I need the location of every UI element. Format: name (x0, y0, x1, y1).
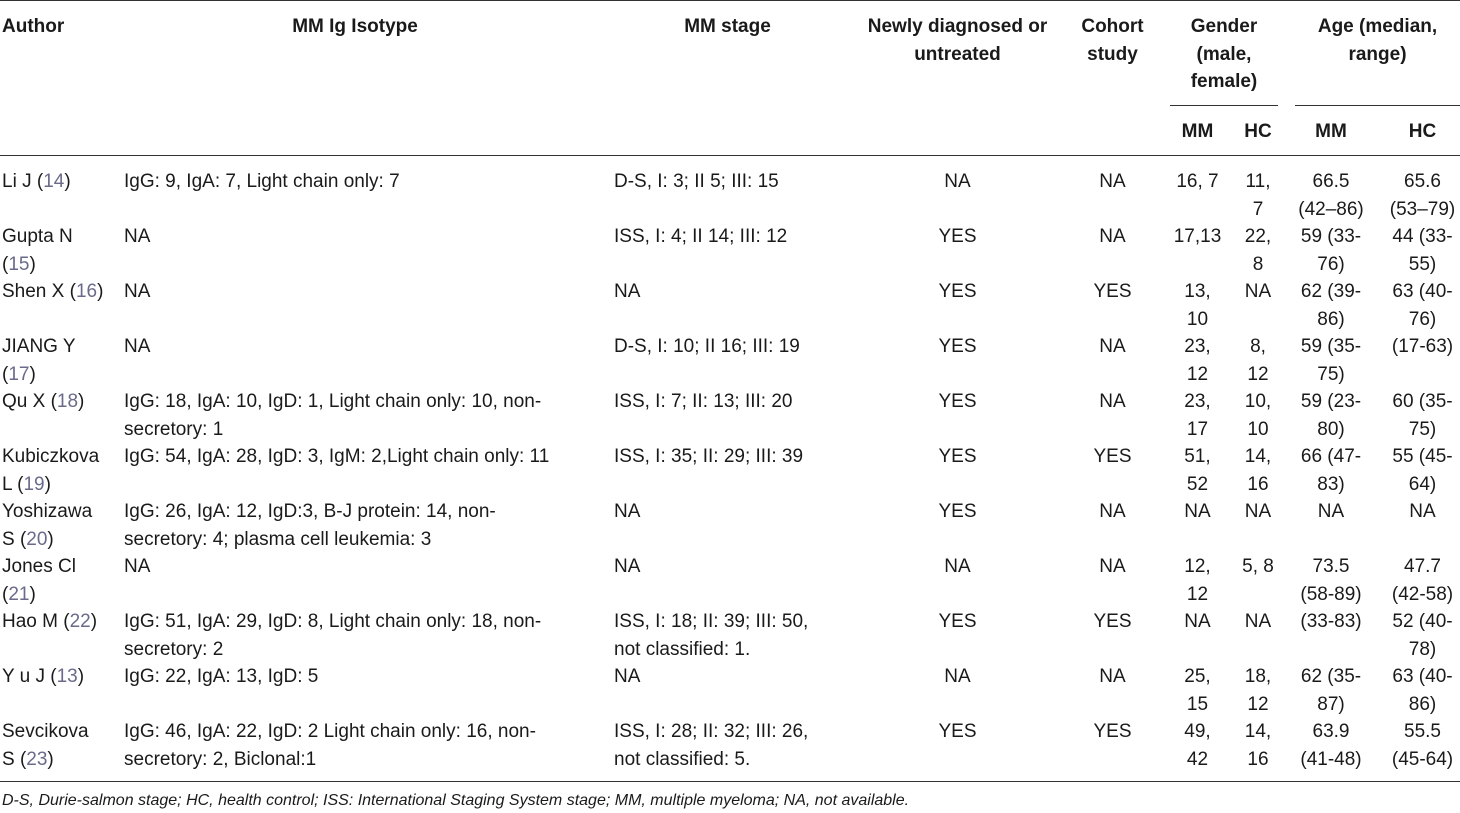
cell-isotype: NA (124, 281, 151, 302)
cell-age-hc: 63 (40- 86) (1392, 666, 1453, 715)
cell-newly-diagnosed: YES (938, 611, 977, 632)
header-gender: Gender (male, female) (1190, 16, 1258, 92)
cell-stage: ISS, I: 4; II 14; III: 12 (614, 226, 788, 247)
cell-stage: ISS, I: 35; II: 29; III: 39 (614, 446, 804, 467)
cell-isotype: IgG: 51, IgA: 29, IgD: 8, Light chain only: 18, non- secretory: 2 (124, 611, 542, 660)
cell-isotype: IgG: 54, IgA: 28, IgD: 3, IgM: 2,Light chain only: 11 (124, 446, 550, 467)
cell-stage: NA (614, 281, 641, 302)
cell-author: Gupta N (15) (2, 226, 73, 275)
cell-age-mm: 59 (23- 80) (1300, 391, 1362, 440)
cell-stage: D-S, I: 3; II 5; III: 15 (614, 171, 779, 192)
cell-isotype: NA (124, 556, 151, 577)
cell-gender-mm: 16, 7 (1176, 171, 1219, 192)
gender-subheader-rule (1170, 105, 1278, 106)
cell-newly-diagnosed: YES (938, 336, 977, 357)
cell-author: Qu X (18) (2, 391, 85, 412)
cell-stage: NA (614, 501, 641, 522)
cell-author: Y u J (13) (2, 666, 85, 687)
cell-newly-diagnosed: YES (938, 391, 977, 412)
cell-age-hc: NA (1409, 501, 1436, 522)
cell-newly-diagnosed: NA (944, 171, 971, 192)
reference-number[interactable]: 21 (8, 583, 30, 605)
reference-number[interactable]: 16 (75, 281, 98, 302)
cell-gender-hc: NA (1244, 281, 1272, 302)
header-age-hc: HC (1408, 121, 1437, 142)
cell-age-mm: 66.5 (42–86) (1298, 171, 1364, 220)
cell-gender-mm: NA (1184, 611, 1211, 632)
header-newly-diagnosed: Newly diagnosed or untreated (867, 16, 1048, 65)
table-footnote: D-S, Durie-salmon stage; HC, health control; ISS: International Staging System stage; MM, multiple myeloma; NA, not available. (2, 792, 910, 809)
cell-age-hc: 44 (33- 55) (1392, 226, 1453, 275)
cell-cohort-study: NA (1099, 226, 1126, 247)
cell-newly-diagnosed: YES (938, 721, 977, 742)
cell-gender-mm: 23, 12 (1184, 336, 1211, 385)
reference-number[interactable]: 23 (26, 748, 48, 770)
cell-newly-diagnosed: YES (938, 226, 977, 247)
cell-age-mm: 59 (35- 75) (1300, 336, 1362, 385)
cell-age-hc: 52 (40- 78) (1392, 611, 1453, 660)
cell-author: Sevcikova S (23) (2, 721, 89, 770)
cell-stage: NA (614, 556, 641, 577)
cell-stage: ISS, I: 18; II: 39; III: 50, not classified: 1. (614, 611, 809, 660)
cell-stage: NA (614, 666, 641, 687)
cell-isotype: IgG: 18, IgA: 10, IgD: 1, Light chain only: 10, non- secretory: 1 (124, 391, 542, 440)
cell-gender-hc: 10, 10 (1244, 391, 1272, 440)
cell-age-mm: NA (1317, 501, 1345, 522)
cell-age-hc: (17-63) (1391, 336, 1454, 357)
cell-isotype: IgG: 22, IgA: 13, IgD: 5 (124, 666, 319, 687)
cell-gender-mm: 49, 42 (1184, 721, 1211, 770)
cell-gender-hc: NA (1244, 501, 1272, 522)
cell-gender-mm: 23, 17 (1184, 391, 1211, 440)
top-rule (0, 0, 1460, 1)
header-bottom-rule (0, 155, 1460, 156)
cell-isotype: IgG: 9, IgA: 7, Light chain only: 7 (124, 171, 400, 192)
cell-gender-mm: 12, 12 (1184, 556, 1211, 605)
cell-age-mm: 62 (39- 86) (1300, 281, 1362, 330)
cell-gender-hc: 11, 7 (1245, 171, 1271, 220)
cell-stage: D-S, I: 10; II 16; III: 19 (614, 336, 800, 357)
cell-gender-mm: 51, 52 (1184, 446, 1211, 495)
reference-number[interactable]: 18 (56, 391, 79, 412)
cell-cohort-study: YES (1093, 281, 1132, 302)
cell-age-mm: (33-83) (1300, 611, 1362, 632)
cell-newly-diagnosed: YES (938, 281, 977, 302)
cell-cohort-study: YES (1093, 721, 1132, 742)
cell-gender-mm: 25, 15 (1184, 666, 1211, 715)
age-subheader-rule (1295, 105, 1460, 106)
cell-cohort-study: NA (1099, 336, 1126, 357)
cell-author: Yoshizawa S (20) (2, 501, 93, 550)
cell-author: JIANG Y (17) (2, 336, 76, 385)
cell-age-mm: 63.9 (41-48) (1300, 721, 1362, 770)
cell-isotype: IgG: 26, IgA: 12, IgD:3, B-J protein: 14, non- secretory: 4; plasma cell leukemia: 3 (124, 501, 496, 550)
cell-age-mm: 66 (47- 83) (1300, 446, 1362, 495)
cell-author: Kubiczkova L (19) (2, 446, 100, 495)
cell-gender-hc: NA (1244, 611, 1272, 632)
reference-number[interactable]: 15 (8, 253, 30, 275)
cell-age-hc: 63 (40- 76) (1392, 281, 1453, 330)
header-isotype: MM Ig Isotype (292, 16, 418, 37)
cell-gender-mm: 13, 10 (1184, 281, 1211, 330)
header-cohort-study: Cohort study (1081, 16, 1144, 65)
cell-age-hc: 60 (35- 75) (1392, 391, 1453, 440)
cell-age-mm: 62 (35- 87) (1300, 666, 1362, 715)
cell-age-hc: 55 (45- 64) (1392, 446, 1453, 495)
cell-cohort-study: NA (1099, 391, 1126, 412)
reference-number[interactable]: 17 (8, 363, 30, 385)
cell-cohort-study: NA (1099, 171, 1126, 192)
reference-number[interactable]: 19 (23, 473, 45, 495)
cell-author: Shen X (16) (2, 281, 104, 302)
cell-newly-diagnosed: YES (938, 446, 977, 467)
cell-isotype: IgG: 46, IgA: 22, IgD: 2 Light chain only: 16, non- secretory: 2, Biclonal:1 (124, 721, 536, 770)
cell-cohort-study: NA (1099, 666, 1126, 687)
cell-author: Jones Cl (21) (2, 556, 76, 605)
cell-gender-hc: 14, 16 (1244, 721, 1272, 770)
cell-age-hc: 55.5 (45-64) (1391, 721, 1454, 770)
cell-cohort-study: NA (1099, 556, 1126, 577)
cell-author: Hao M (22) (2, 611, 98, 632)
reference-number[interactable]: 14 (43, 171, 65, 192)
cell-age-mm: 73.5 (58-89) (1300, 556, 1362, 605)
cell-newly-diagnosed: NA (944, 556, 971, 577)
cell-gender-hc: 18, 12 (1244, 666, 1272, 715)
cell-age-hc: 47.7 (42-58) (1391, 556, 1454, 605)
cell-cohort-study: YES (1093, 446, 1132, 467)
reference-number[interactable]: 22 (69, 611, 91, 632)
cell-age-mm: 59 (33- 76) (1300, 226, 1362, 275)
cell-age-hc: 65.6 (53–79) (1389, 171, 1456, 220)
cell-gender-hc: 14, 16 (1244, 446, 1272, 495)
header-age: Age (median, range) (1317, 16, 1438, 65)
cell-gender-hc: 8, 12 (1247, 336, 1269, 385)
cell-isotype: NA (124, 226, 151, 247)
cell-stage: ISS, I: 7; II: 13; III: 20 (614, 391, 793, 412)
cell-author: Li J (14) (2, 171, 71, 192)
cell-cohort-study: NA (1099, 501, 1126, 522)
cell-gender-mm: 17,13 (1173, 226, 1222, 247)
table-bottom-rule (0, 781, 1460, 782)
cell-newly-diagnosed: NA (944, 666, 971, 687)
header-author: Author (2, 16, 65, 37)
header-stage: MM stage (684, 16, 771, 37)
reference-number[interactable]: 13 (56, 666, 78, 687)
reference-number[interactable]: 20 (26, 528, 48, 550)
cell-stage: ISS, I: 28; II: 32; III: 26, not classified: 5. (614, 721, 809, 770)
cell-newly-diagnosed: YES (938, 501, 977, 522)
cell-cohort-study: YES (1093, 611, 1132, 632)
cell-isotype: NA (124, 336, 151, 357)
cell-gender-hc: 5, 8 (1242, 556, 1274, 577)
header-age-mm: MM (1315, 121, 1347, 142)
header-gender-hc: HC (1244, 121, 1272, 142)
cell-gender-hc: 22, 8 (1244, 226, 1272, 275)
header-gender-mm: MM (1181, 121, 1214, 142)
cell-gender-mm: NA (1184, 501, 1211, 522)
